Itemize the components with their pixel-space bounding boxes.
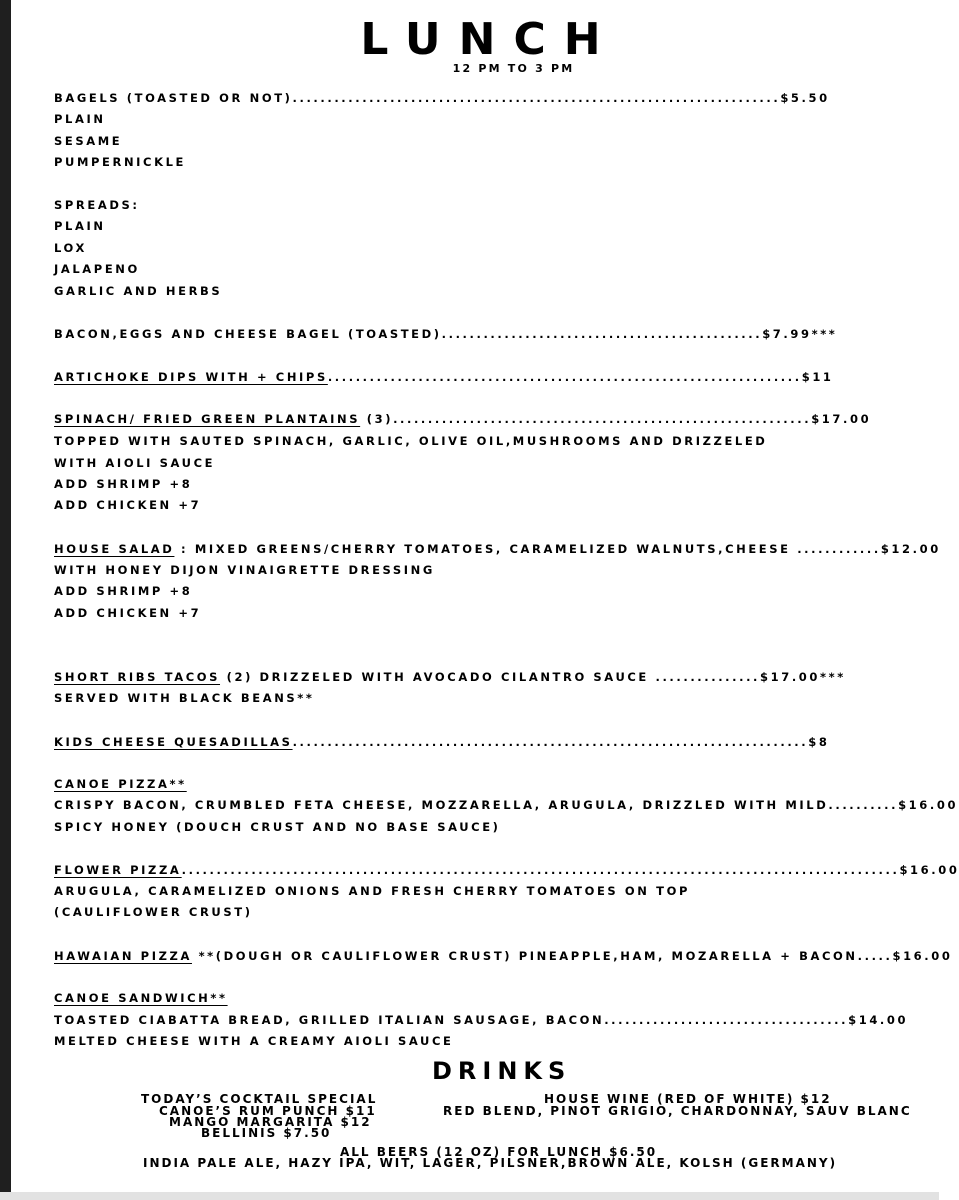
spread-option: GARLIC AND HERBS xyxy=(54,284,223,298)
item-description: MELTED CHEESE WITH A CREAMY AIOLI SAUCE xyxy=(54,1034,454,1048)
menu-item-hawaiian-pizza xyxy=(54,949,952,963)
bagel-option: PUMPERNICKLE xyxy=(54,155,186,169)
house-wine-heading: HOUSE WINE (RED OF WHITE) $12 xyxy=(544,1092,832,1106)
dot-leader: .......................................................................... xyxy=(292,735,809,749)
item-name: BAGELS (TOASTED OR NOT) xyxy=(54,91,293,105)
item-details: **(DOUGH OR CAULIFLOWER CRUST) PINEAPPLE,HAM, MOZARELLA + BACON.....$16.00 xyxy=(191,949,953,963)
item-addon: ADD SHRIMP +8 xyxy=(54,584,193,598)
menu-item-spinach-plantains xyxy=(54,412,871,426)
item-details: : MIXED GREENS/CHERRY TOMATOES, CARAMELIZED WALNUTS,CHEESE ............$12.00 xyxy=(174,542,941,556)
dot-leader: .............................................. xyxy=(441,327,763,341)
menu-item-flower-pizza xyxy=(54,863,959,877)
item-description: SPICY HONEY (DOUCH CRUST AND NO BASE SAUCE) xyxy=(54,820,501,834)
item-price: $7.99*** xyxy=(762,327,838,341)
item-addon: ADD CHICKEN +7 xyxy=(54,498,202,512)
item-name: SHORT RIBS TACOS xyxy=(54,670,221,684)
menu-item-bagels xyxy=(54,91,830,105)
dot-leader: ...................................................................... xyxy=(292,91,781,105)
menu-item-bec-bagel xyxy=(54,327,837,341)
menu-item-artichoke xyxy=(54,370,834,384)
item-description: ARUGULA, CARAMELIZED ONIONS AND FRESH CHERRY TOMATOES ON TOP xyxy=(54,884,690,898)
item-description: WITH AIOLI SAUCE xyxy=(54,456,216,470)
item-name: KIDS CHEESE QUESADILLAS xyxy=(54,735,293,749)
item-price: $16.00 xyxy=(899,863,959,877)
item-price: $17.00 xyxy=(811,412,872,426)
item-price: $11 xyxy=(801,370,834,384)
drinks-title: DRINKS xyxy=(432,1057,572,1085)
item-name: SPINACH/ FRIED GREEN PLANTAINS xyxy=(54,412,361,426)
cocktail-item: CANOE’S RUM PUNCH $11 xyxy=(159,1104,377,1118)
cocktail-special-heading: TODAY’S COCKTAIL SPECIAL xyxy=(141,1092,378,1106)
menu-item-canoe-sandwich xyxy=(54,991,228,1005)
spread-option: JALAPENO xyxy=(54,262,140,276)
beer-varieties: INDIA PALE ALE, HAZY IPA, WIT, LAGER, PILSNER,BROWN ALE, KOLSH (GERMANY) xyxy=(143,1156,838,1170)
menu-item-house-salad xyxy=(54,542,941,556)
item-name: ARTICHOKE DIPS WITH + CHIPS xyxy=(54,370,328,384)
menu-item-kids-quesadillas xyxy=(54,735,829,749)
beer-heading: ALL BEERS (12 OZ) FOR LUNCH $6.50 xyxy=(340,1145,658,1159)
item-name: BACON,EGGS AND CHEESE BAGEL (TOASTED) xyxy=(54,327,442,341)
item-addon: ADD SHRIMP +8 xyxy=(54,477,193,491)
menu-title: LUNCH xyxy=(360,14,619,65)
item-name: FLOWER PIZZA xyxy=(54,863,182,877)
item-name: HAWAIAN PIZZA xyxy=(54,949,192,963)
item-description: TOASTED CIABATTA BREAD, GRILLED ITALIAN SAUSAGE, BACON...................................$14.00 xyxy=(54,1013,909,1027)
bagel-option: SESAME xyxy=(54,134,123,148)
cocktail-item: MANGO MARGARITA $12 xyxy=(169,1115,372,1129)
item-description: SERVED WITH BLACK BEANS** xyxy=(54,691,315,705)
spread-option: LOX xyxy=(54,241,87,255)
item-description: TOPPED WITH SAUTED SPINACH, GARLIC, OLIVE OIL,MUSHROOMS AND DRIZZELED xyxy=(54,434,768,448)
item-name: CANOE PIZZA** xyxy=(54,777,187,791)
cocktail-item: BELLINIS $7.50 xyxy=(201,1126,332,1140)
item-price: $5.50 xyxy=(780,91,830,105)
spreads-label: SPREADS: xyxy=(54,198,140,212)
item-qty: (3) xyxy=(360,412,394,426)
item-name: CANOE SANDWICH** xyxy=(54,991,228,1005)
item-name: HOUSE SALAD xyxy=(54,542,175,556)
house-wine-varieties: RED BLEND, PINOT GRIGIO, CHARDONNAY, SAUV BLANC xyxy=(443,1104,912,1118)
dot-leader: ............................................................ xyxy=(393,412,812,426)
page-bottom-edge xyxy=(0,1192,939,1200)
item-description: CRISPY BACON, CRUMBLED FETA CHEESE, MOZZARELLA, ARUGULA, DRIZZLED WITH MILD..........$16.00 xyxy=(54,798,959,812)
item-addon: ADD CHICKEN +7 xyxy=(54,606,202,620)
menu-item-canoe-pizza xyxy=(54,777,187,791)
menu-item-short-ribs-tacos xyxy=(54,670,846,684)
item-price: $8 xyxy=(808,735,830,749)
dot-leader: .................................................................... xyxy=(327,370,802,384)
bagel-option: PLAIN xyxy=(54,112,106,126)
item-description: WITH HONEY DIJON VINAIGRETTE DRESSING xyxy=(54,563,435,577)
menu-hours: 12 PM TO 3 PM xyxy=(452,62,575,75)
spread-option: PLAIN xyxy=(54,219,106,233)
page-left-border xyxy=(0,0,11,1200)
item-details: (2) DRIZZELED WITH AVOCADO CILANTRO SAUCE ...............$17.00*** xyxy=(220,670,846,684)
item-description: (CAULIFLOWER CRUST) xyxy=(54,905,253,919)
dot-leader: ....................................................................................................... xyxy=(181,863,900,877)
